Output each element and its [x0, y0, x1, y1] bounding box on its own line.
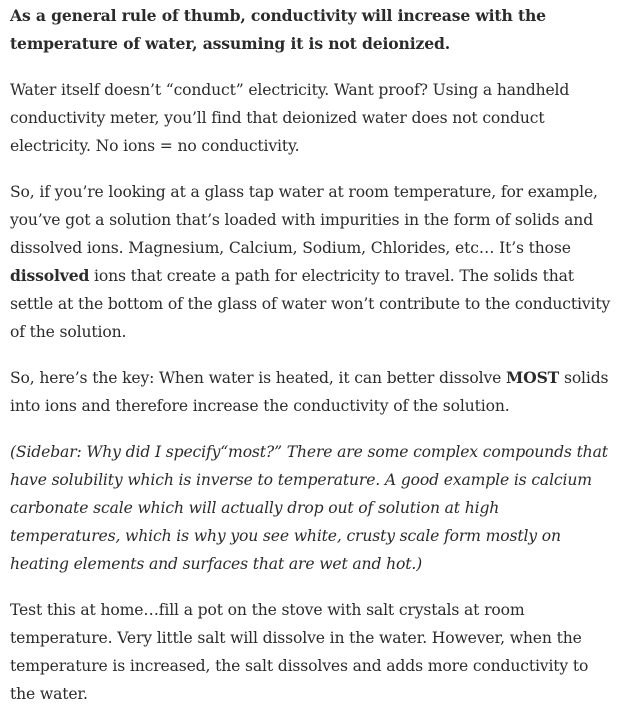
- paragraph-text: solids into ions and therefore increase the conductivity of the solution.: [10, 369, 609, 415]
- paragraph-key-point: [10, 364, 612, 420]
- paragraph-tap-water: [10, 178, 612, 346]
- emphasis-dissolved: dissolved: [10, 266, 90, 285]
- lead-paragraph: As a general rule of thumb, conductivity will increase with the temperature of water, assuming it is not deionized.: [10, 6, 546, 53]
- paragraph-deionized-water: Water itself doesn’t “conduct” electricity. Want proof? Using a handheld conductivity meter, you’ll find that deionized water does not conduct electricity. No ions = no conductivity.: [10, 81, 570, 155]
- paragraph-home-test: Test this at home…fill a pot on the stove with salt crystals at room temperature. Very little salt will dissolve in the water. However, when the temperature is increased, the salt dissolves and adds more conductivity to the water.: [10, 601, 589, 703]
- sidebar-note: (Sidebar: Why did I specify“most?” There are some complex compounds that have solubility which is inverse to temperature. A good example is calcium carbonate scale which will actually drop out of solution at high temperatures, which is why you see white, crusty scale form mostly on heating elements and surfaces that are wet and hot.): [10, 443, 608, 573]
- paragraph-text: So, here’s the key: When water is heated, it can better dissolve: [10, 369, 507, 387]
- emphasis-most: MOST: [506, 368, 560, 387]
- paragraph-text: ions that create a path for electricity to travel. The solids that settle at the bottom of the glass of water won’t contribute to the conductivity of the solution.: [10, 267, 611, 341]
- paragraph-text: So, if you’re looking at a glass tap water at room temperature, for example, you’ve got a solution that’s loaded with impurities in the form of solids and dissolved ions. Magnesium, Calcium, Sodium, Chlorides, etc… It’s those: [10, 183, 598, 257]
